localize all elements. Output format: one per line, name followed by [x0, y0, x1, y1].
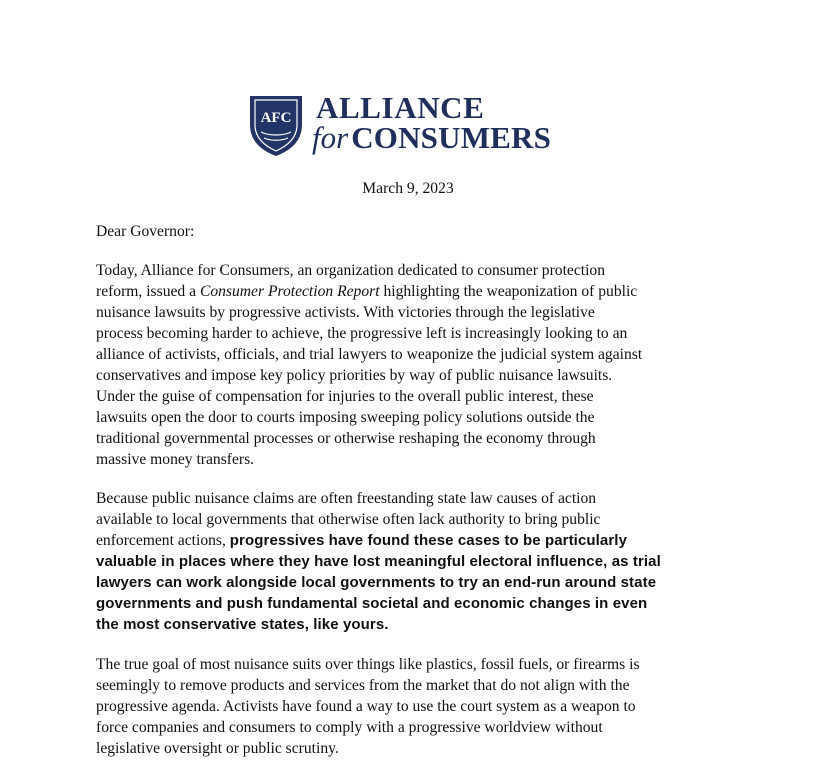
- paragraph-line: [96, 530, 736, 551]
- paragraph-line: nuisance lawsuits by progressive activists. With victories through the legislative: [96, 304, 595, 321]
- report-title: Consumer Protection Report: [199, 283, 380, 300]
- letter-date: March 9, 2023: [362, 180, 454, 197]
- paragraph-line: Under the guise of compensation for injuries to the overall public interest, these: [96, 388, 594, 405]
- paragraph-line: seemingly to remove products and services from the market that do not align with the: [96, 677, 630, 694]
- paragraph-1: [96, 260, 736, 470]
- paragraph-line: legislative oversight or public scrutiny.: [96, 740, 339, 757]
- paragraph-line-bold: valuable in places where they have lost meaningful electoral influence, as trial: [96, 553, 661, 570]
- paragraph-line: progressive agenda. Activists have found a way to use the court system as a weapon to: [96, 698, 636, 715]
- paragraph-line-bold: governments and push fundamental societal and economic changes in even: [96, 595, 648, 612]
- org-name-for: for: [312, 120, 349, 155]
- salutation: Dear Governor:: [96, 223, 195, 240]
- shield-icon: [249, 95, 303, 157]
- paragraph-line: traditional governmental processes or otherwise reshaping the economy through: [96, 430, 596, 447]
- paragraph-line: lawsuits open the door to courts imposing sweeping policy solutions outside the: [96, 409, 595, 426]
- text-run: highlighting the weaponization of public: [379, 283, 638, 300]
- text-run: enforcement actions,: [96, 532, 230, 549]
- paragraph-line: available to local governments that otherwise often lack authority to bring public: [96, 511, 601, 528]
- bold-emphasis: progressives have found these cases to be particularly: [229, 532, 628, 549]
- paragraph-line: process becoming harder to achieve, the progressive left is increasingly looking to an: [96, 325, 628, 342]
- paragraph-line: force companies and consumers to comply with a progressive worldview without: [96, 719, 603, 736]
- paragraph-line: conservatives and impose key policy priorities by way of public nuisance lawsuits.: [96, 367, 613, 384]
- paragraph-line: The true goal of most nuisance suits over things like plastics, fossil fuels, or firearms is: [96, 656, 640, 673]
- org-name-line2: [312, 121, 551, 161]
- shield-monogram: AFC: [260, 110, 292, 126]
- paragraph-3: [96, 654, 736, 759]
- paragraph-line-bold: the most conservative states, like yours.: [96, 616, 389, 633]
- paragraph-line: Because public nuisance claims are often freestanding state law causes of action: [96, 490, 597, 507]
- org-name-line1: ALLIANCE: [316, 90, 485, 125]
- paragraph-line-bold: lawyers can work alongside local governments to try an end-run around state: [96, 574, 657, 591]
- paragraph-line: alliance of activists, officials, and trial lawyers to weaponize the judicial system against: [96, 346, 643, 363]
- paragraph-line: Today, Alliance for Consumers, an organization dedicated to consumer protection: [96, 262, 606, 279]
- paragraph-line: [96, 281, 736, 302]
- org-name-consumers: CONSUMERS: [351, 120, 552, 155]
- org-logo: [249, 90, 579, 161]
- paragraph-2: [96, 488, 736, 635]
- text-run: reform, issued a: [96, 283, 200, 300]
- paragraph-line: massive money transfers.: [96, 451, 255, 468]
